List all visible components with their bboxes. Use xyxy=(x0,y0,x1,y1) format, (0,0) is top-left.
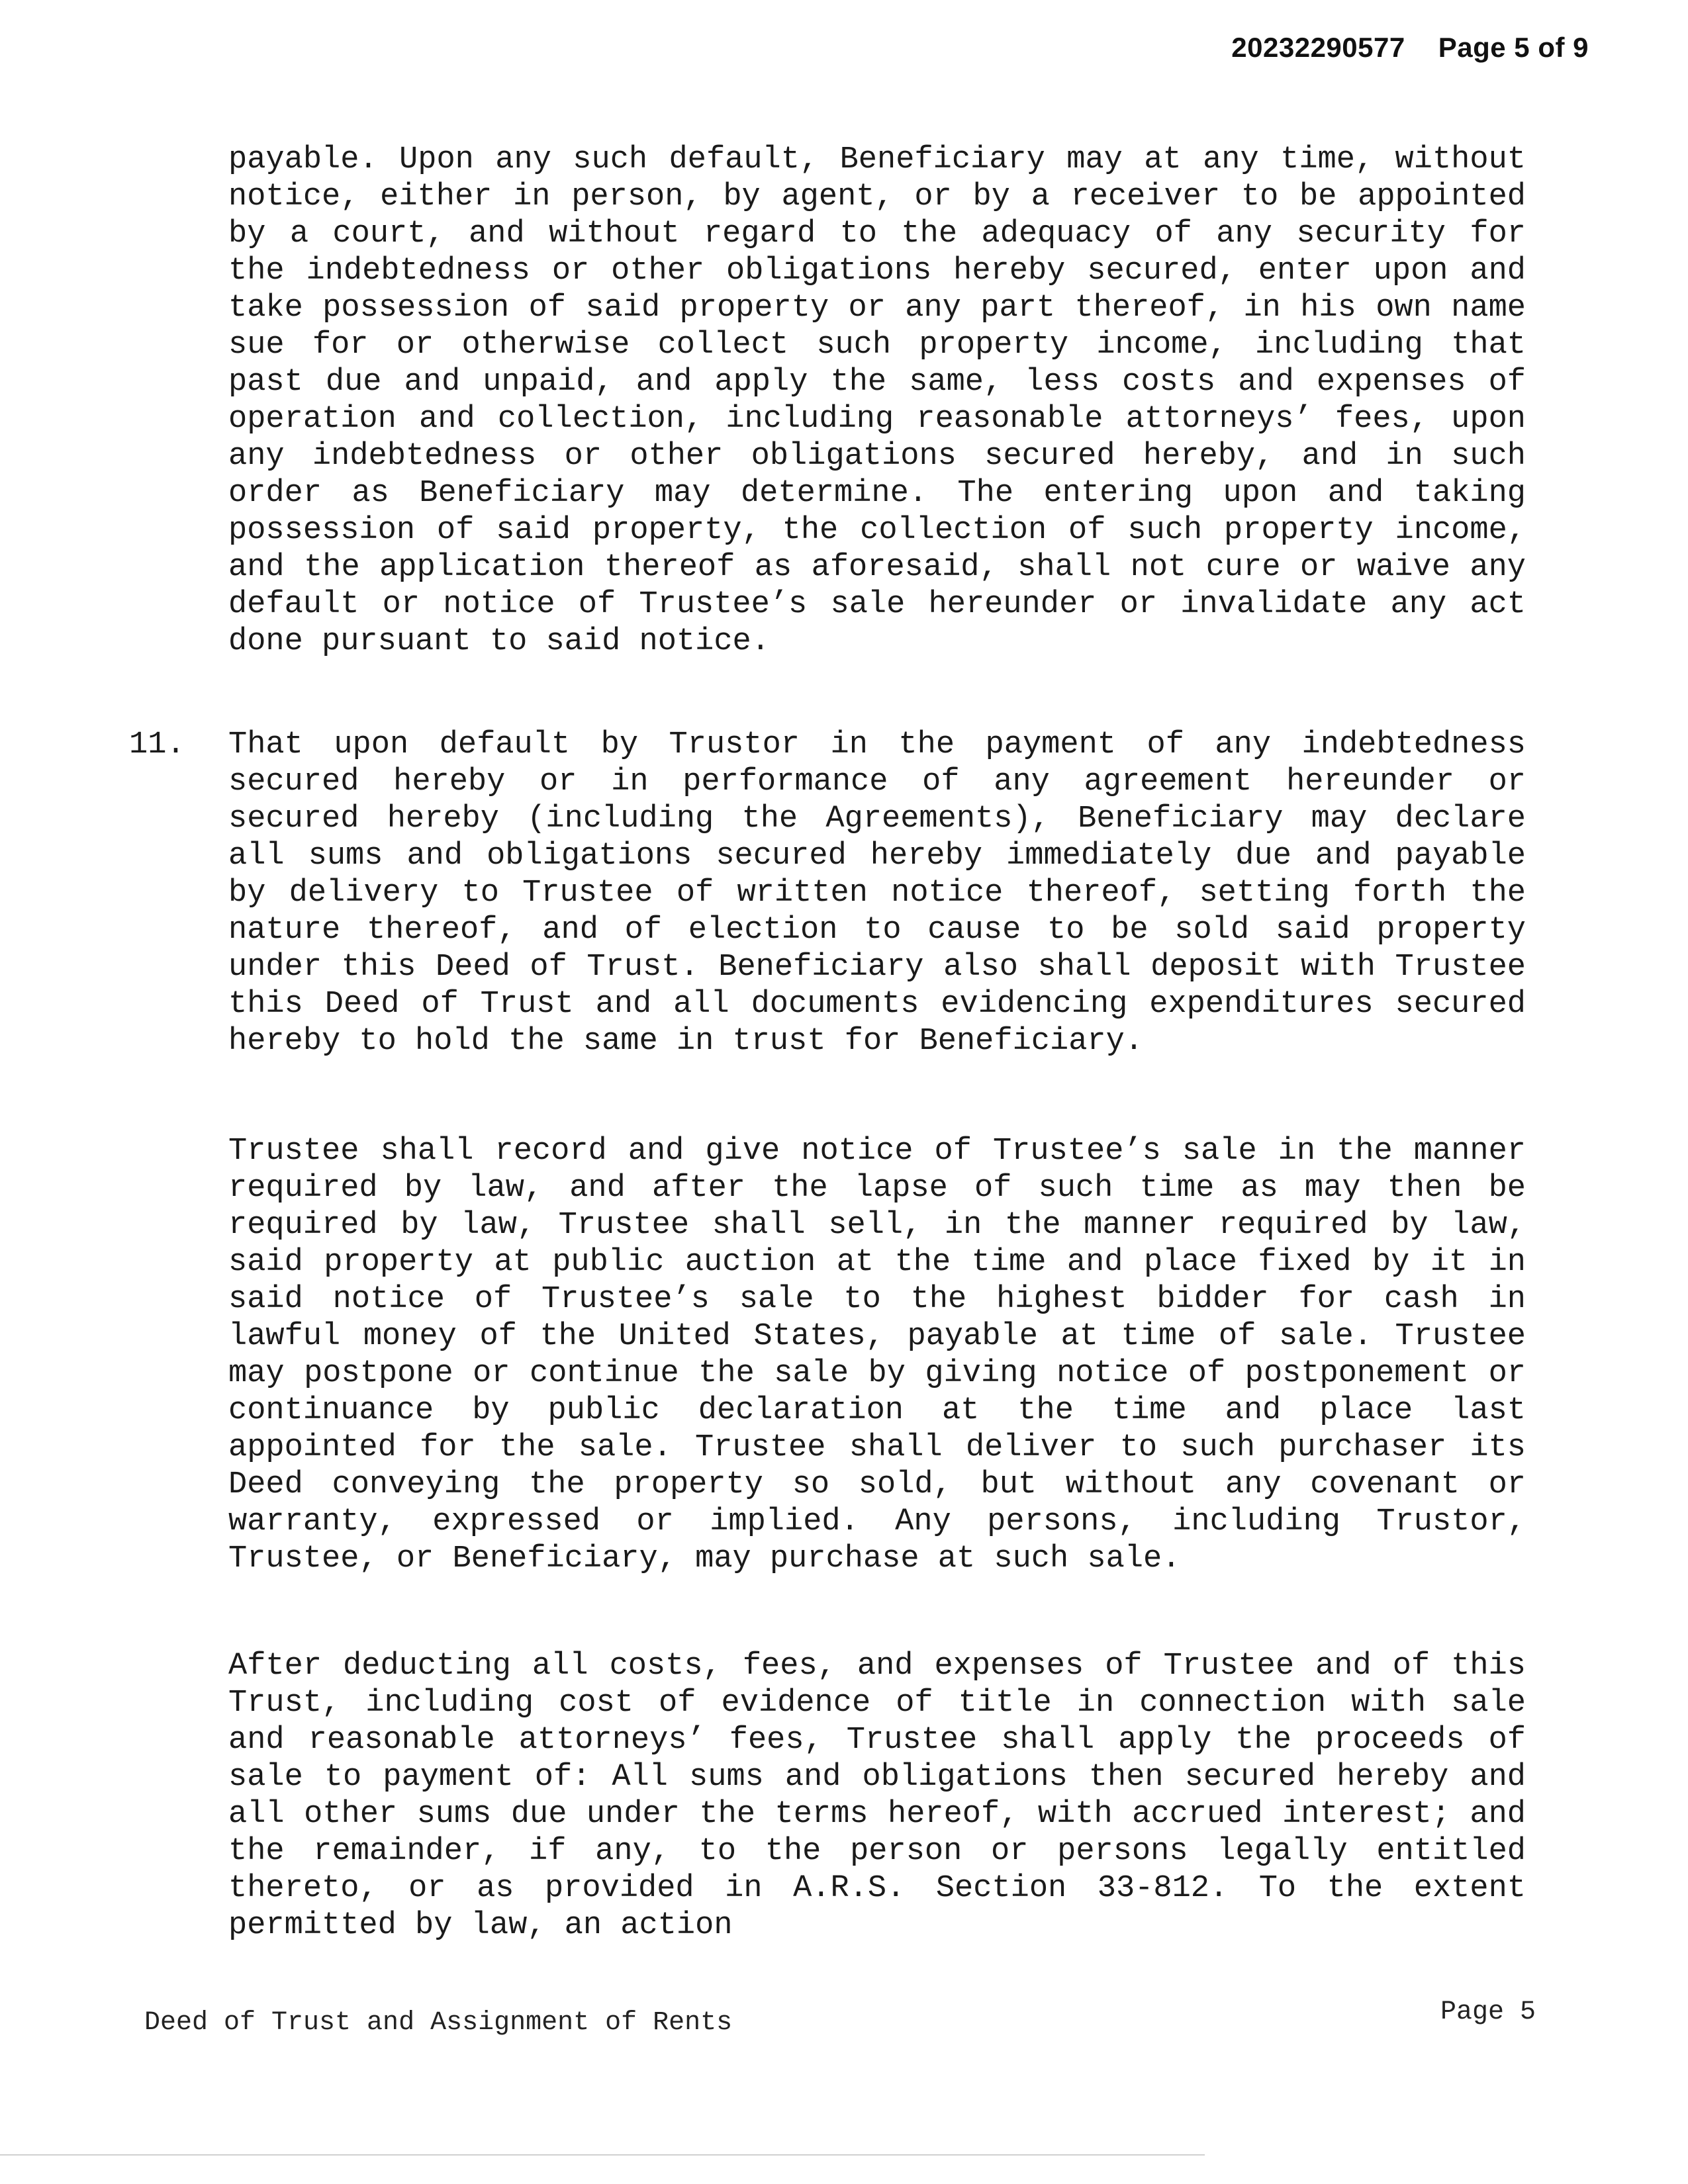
paragraph-after-deducting: After deducting all costs, fees, and expenses of Trustee and of this Trust, including cost of evidence of title in connection with sale and reasonable attorneys’ fees, Trustee shall apply the proceeds of sale to payment of: All sums and obligations then secured hereby and all other sums due under the terms hereof, with accrued interest; and the remainder, if any, to the person or persons legally entitled thereto, or as provided in A.R.S. Section 33-812. To the extent permitted by law, an action xyxy=(228,1649,1526,1943)
paragraph-11: That upon default by Trustor in the payment of any indebtedness secured hereby or in performance of any agreement hereunder or secured hereby (including the Agreements), Beneficiary may declare all sums and obligations secured hereby immediately due and payable by delivery to Trustee of written notice thereof, setting forth the nature thereof, and of election to cause to be sold said property under this Deed of Trust. Beneficiary also shall deposit with Trustee this Deed of Trust and all documents evidencing expenditures secured hereby to hold the same in trust for Beneficiary. xyxy=(228,727,1526,1059)
paragraph-continued: payable. Upon any such default, Beneficiary may at any time, without notice, either in person, by agent, or by a receiver to be appointed by a court, and without regard to the adequacy of any security for the indebtedness or other obligations hereby secured, enter upon and take possession of said property or any part thereof, in his own name sue for or otherwise collect such property income, including that past due and unpaid, and apply the same, less costs and expenses of operation and collection, including reasonable attorneys’ fees, upon any indebtedness or other obligations secured hereby, and in such order as Beneficiary may determine. The entering upon and taking possession of said property, the collection of such property income, and the application thereof as aforesaid, shall not cure or waive any default or notice of Trustee’s sale hereunder or invalidate any act done pursuant to said notice. xyxy=(228,142,1526,659)
paragraph-number-11: 11. xyxy=(129,727,185,762)
footer-page-label: Page 5 xyxy=(1440,1997,1536,2027)
paragraph-trustee-sale: Trustee shall record and give notice of Trustee’s sale in the manner required by law, and after the lapse of such time as may then be required by law, Trustee shall sell, in the manner required by law, said property at public auction at the time and place fixed by it in said notice of Trustee’s sale to the highest bidder for cash in lawful money of the United States, payable at time of sale. Trustee may postpone or continue the sale by giving notice of postponement or continuance by public declaration at the time and place last appointed for the sale. Trustee shall deliver to such purchaser its Deed conveying the property so sold, but without any covenant or warranty, expressed or implied. Any persons, including Trustor, Trustee, or Beneficiary, may purchase at such sale. xyxy=(228,1134,1526,1576)
page-of-count: Page 5 of 9 xyxy=(1438,32,1589,63)
footer-document-title: Deed of Trust and Assignment of Rents xyxy=(144,2008,733,2038)
recording-stamp xyxy=(1231,32,1589,64)
recording-number: 20232290577 xyxy=(1231,32,1405,63)
scan-edge-line xyxy=(0,2154,1205,2156)
